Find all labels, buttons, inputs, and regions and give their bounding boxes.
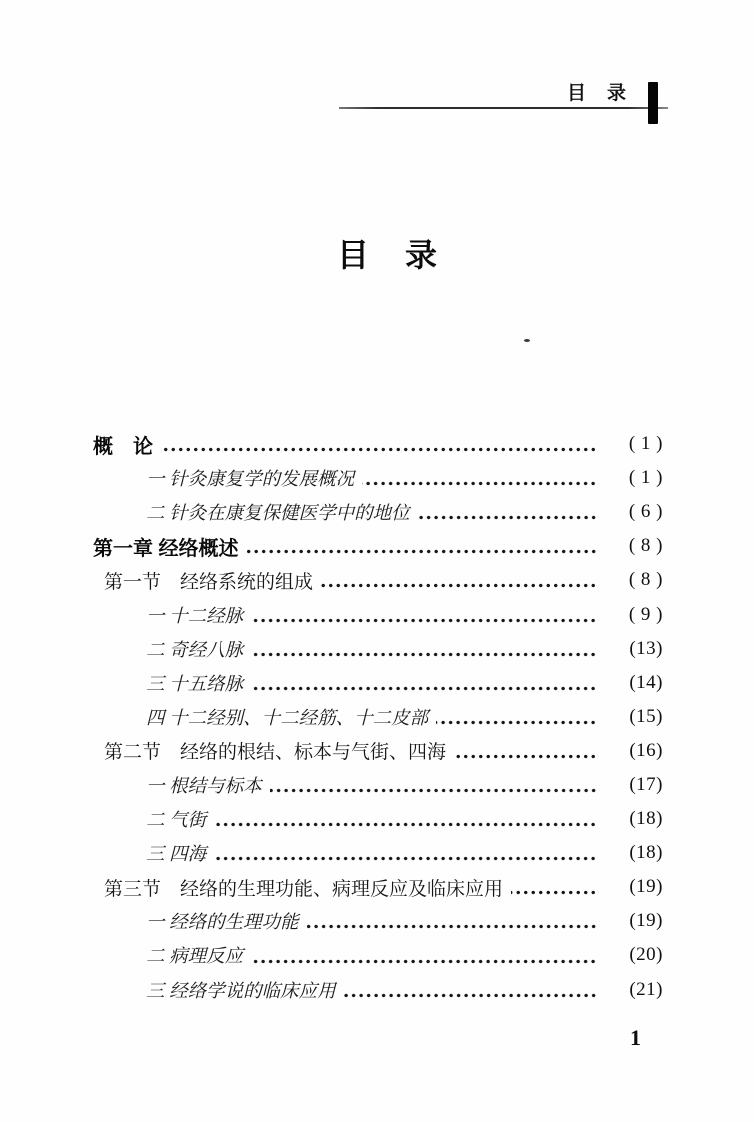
dot-leader xyxy=(436,720,597,725)
toc-entry-label: 第三节 经络的生理功能、病理反应及临床应用 xyxy=(104,878,504,900)
toc-entry-page: (18) xyxy=(629,842,663,864)
toc-entry xyxy=(93,768,663,802)
toc-entry xyxy=(93,563,663,597)
toc-entry xyxy=(93,802,663,836)
toc-entry-label: 一 经络的生理功能 xyxy=(146,913,299,934)
toc-entry-page: (21) xyxy=(629,978,663,1000)
toc-entry-label: 二 气街 xyxy=(146,811,207,832)
dot-leader xyxy=(454,754,597,759)
dot-leader xyxy=(251,652,597,657)
toc-entry xyxy=(93,666,663,700)
toc-entry xyxy=(93,904,663,938)
dot-leader xyxy=(270,788,597,793)
toc-entry xyxy=(93,836,663,870)
toc-entry-label: 第二节 经络的根结、标本与气街、四海 xyxy=(104,742,447,764)
header-rule xyxy=(339,107,668,109)
dot-leader xyxy=(344,993,597,998)
toc-entry-label: 第一章 经络概述 xyxy=(93,537,239,560)
toc-entry-label: 第一节 经络系统的组成 xyxy=(104,571,314,593)
toc-entry-label: 二 病理反应 xyxy=(146,947,244,968)
toc-entry-page: (17) xyxy=(629,773,663,795)
toc-entry xyxy=(93,529,663,563)
toc-entry-page: ( 6 ) xyxy=(628,501,663,523)
dot-leader xyxy=(251,959,597,964)
toc-entry-label: 概 论 xyxy=(93,435,153,458)
toc-entry xyxy=(93,495,663,529)
toc-entry-page: ( 8 ) xyxy=(628,569,663,591)
toc-entry xyxy=(93,461,663,495)
toc-entry-page: (16) xyxy=(629,739,663,761)
dot-leader xyxy=(251,686,597,691)
toc-entry xyxy=(93,597,663,631)
dot-leader xyxy=(511,890,597,895)
toc-entry-label: 三 四海 xyxy=(146,845,207,866)
toc-entry xyxy=(93,632,663,666)
dot-leader xyxy=(362,481,597,486)
toc-entry-label: 二 针灸在康复保健医学中的地位 xyxy=(146,504,410,525)
toc-entry-page: (14) xyxy=(629,671,663,693)
dot-leader xyxy=(214,822,597,827)
toc-entry-label: 二 奇经八脉 xyxy=(146,640,244,661)
dot-leader xyxy=(247,549,597,554)
page-number: 1 xyxy=(630,1025,641,1050)
toc-entry-label: 三 十五络脉 xyxy=(146,674,244,695)
toc-entry-page: (15) xyxy=(629,705,663,727)
dot-leader xyxy=(161,447,597,452)
toc-entry xyxy=(93,973,663,1007)
toc-entry-page: ( 1 ) xyxy=(628,467,663,489)
page-title: 目 录 xyxy=(336,237,439,273)
dot-leader xyxy=(307,924,597,929)
toc-entry xyxy=(93,870,663,904)
toc-entry-label: 四 十二经别、十二经筋、十二皮部 xyxy=(146,708,429,729)
toc-entry-label: 一 十二经脉 xyxy=(146,606,244,627)
toc-entry-page: (18) xyxy=(629,808,663,830)
toc-entry-page: (19) xyxy=(629,910,663,932)
toc-entry xyxy=(93,700,663,734)
toc-entry-label: 三 经络学说的临床应用 xyxy=(146,981,336,1002)
toc-entry-label: 一 针灸康复学的发展概况 xyxy=(146,470,355,491)
toc-entry xyxy=(93,734,663,768)
toc-entry-label: 一 根结与标本 xyxy=(146,776,262,797)
running-head-title: 目 录 xyxy=(566,83,627,104)
toc-entry xyxy=(93,427,663,461)
toc-entry-page: (19) xyxy=(629,876,663,898)
dot-leader xyxy=(418,515,597,520)
scan-artifact-speck xyxy=(524,339,530,342)
dot-leader xyxy=(321,583,597,588)
header-black-bar xyxy=(648,82,658,124)
table-of-contents xyxy=(93,427,663,1007)
toc-entry-page: ( 1 ) xyxy=(628,433,663,455)
toc-entry xyxy=(93,938,663,972)
toc-entry-page: ( 9 ) xyxy=(628,603,663,625)
dot-leader xyxy=(251,618,597,623)
toc-entry-page: (20) xyxy=(629,944,663,966)
toc-entry-page: (13) xyxy=(629,637,663,659)
toc-entry-page: ( 8 ) xyxy=(628,535,663,557)
dot-leader xyxy=(214,856,597,861)
